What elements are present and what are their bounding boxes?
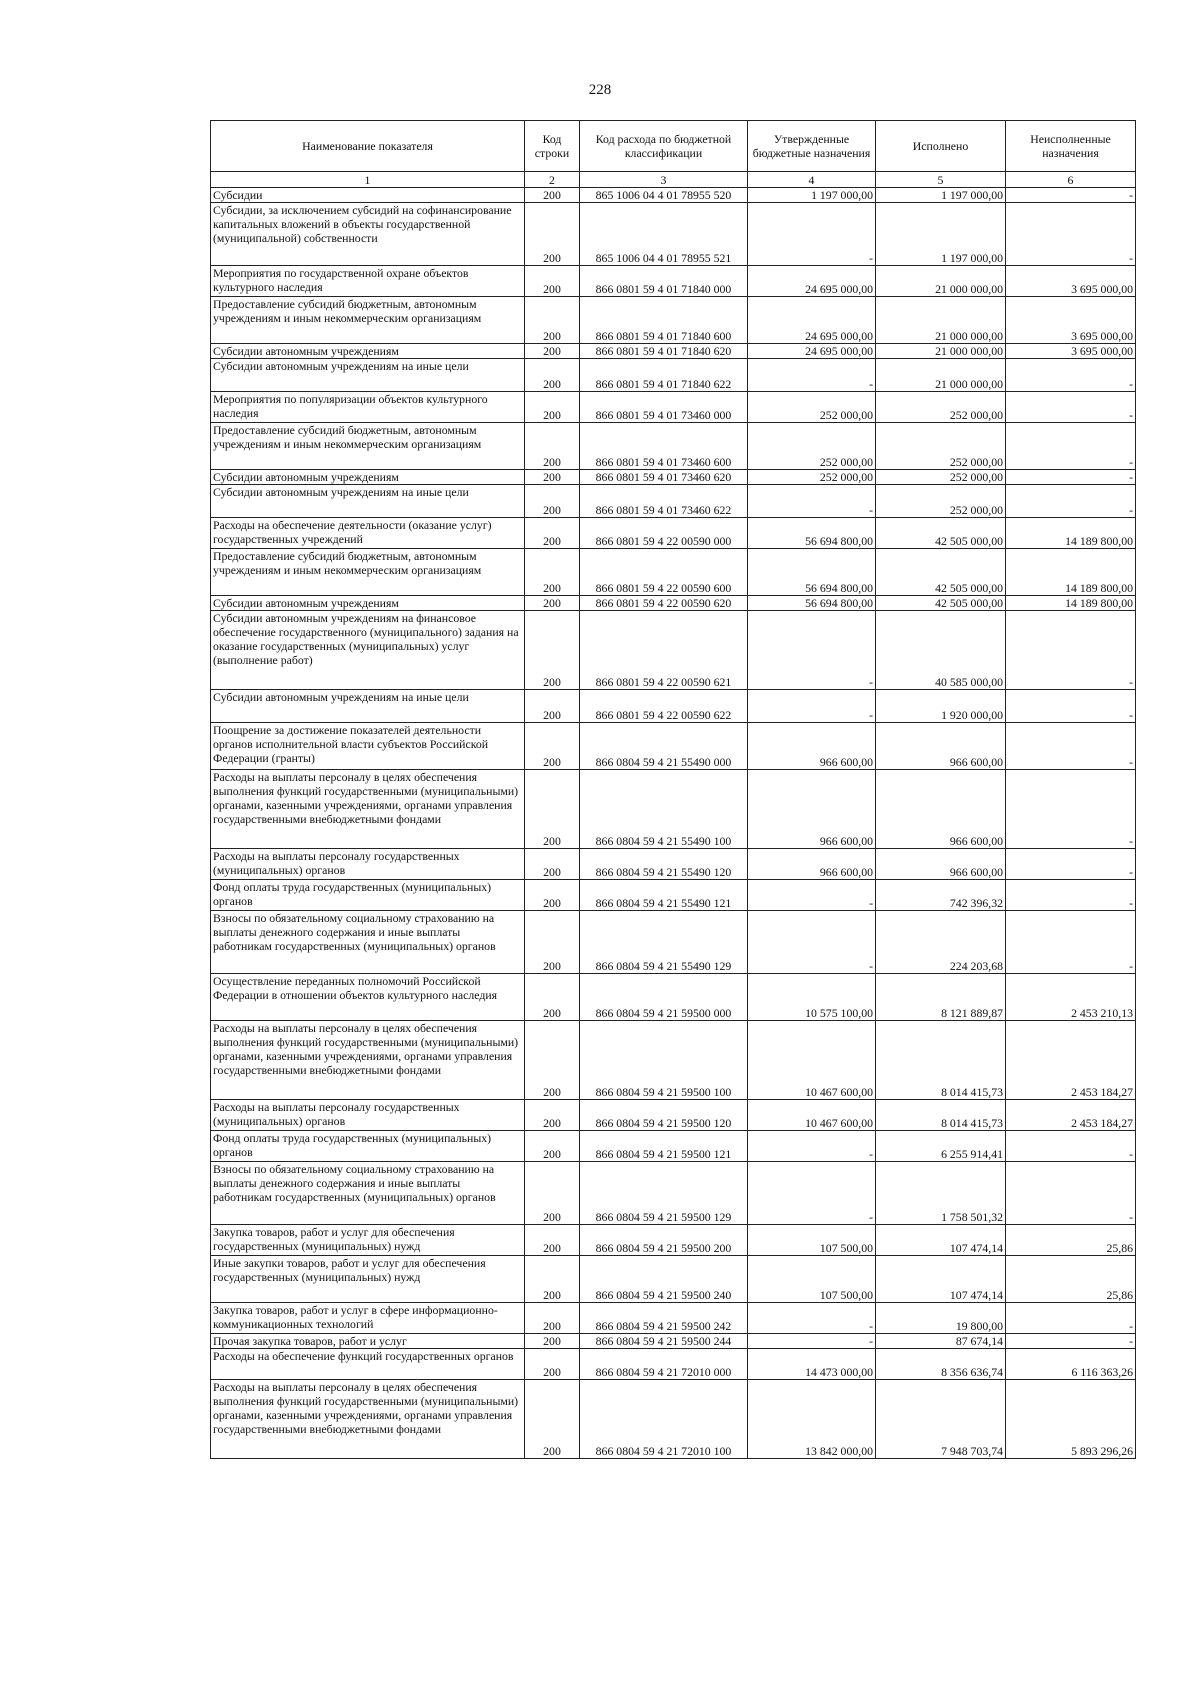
row-code: 200	[525, 423, 580, 470]
row-approved-amount: 56 694 800,00	[748, 518, 876, 549]
row-unexecuted-amount: -	[1006, 470, 1136, 485]
row-unexecuted-amount: 2 453 184,27	[1006, 1021, 1136, 1100]
row-executed-amount: 6 255 914,41	[876, 1131, 1006, 1162]
row-code: 200	[525, 1303, 580, 1334]
row-unexecuted-amount: 14 189 800,00	[1006, 518, 1136, 549]
table-row	[211, 423, 1136, 470]
row-classification-code: 866 0804 59 4 21 59500 129	[580, 1162, 748, 1225]
row-classification-code: 866 0801 59 4 01 73460 600	[580, 423, 748, 470]
table-row	[211, 849, 1136, 880]
row-code: 200	[525, 911, 580, 974]
row-code: 200	[525, 359, 580, 392]
row-unexecuted-amount: 3 695 000,00	[1006, 297, 1136, 344]
row-code: 200	[525, 690, 580, 723]
row-unexecuted-amount: -	[1006, 423, 1136, 470]
table-row	[211, 880, 1136, 911]
row-unexecuted-amount: 2 453 184,27	[1006, 1100, 1136, 1131]
row-executed-amount: 87 674,14	[876, 1334, 1006, 1349]
row-code: 200	[525, 770, 580, 849]
table-row	[211, 266, 1136, 297]
row-executed-amount: 40 585 000,00	[876, 611, 1006, 690]
row-approved-amount: -	[748, 359, 876, 392]
row-name: Расходы на выплаты персоналу государственных (муниципальных) органов	[211, 1100, 525, 1131]
row-unexecuted-amount: 14 189 800,00	[1006, 596, 1136, 611]
row-unexecuted-amount: -	[1006, 359, 1136, 392]
row-executed-amount: 21 000 000,00	[876, 359, 1006, 392]
row-name: Осуществление переданных полномочий Российской Федерации в отношении объектов культурного наследия	[211, 974, 525, 1021]
header-executed: Исполнено	[876, 121, 1006, 172]
row-code: 200	[525, 266, 580, 297]
row-classification-code: 866 0804 59 4 21 55490 000	[580, 723, 748, 770]
table-row	[211, 1380, 1136, 1459]
row-name: Субсидии автономным учреждениям на иные цели	[211, 690, 525, 723]
row-approved-amount: -	[748, 1334, 876, 1349]
row-executed-amount: 7 948 703,74	[876, 1380, 1006, 1459]
row-approved-amount: 107 500,00	[748, 1256, 876, 1303]
table-row	[211, 359, 1136, 392]
row-classification-code: 866 0804 59 4 21 59500 100	[580, 1021, 748, 1100]
row-name: Расходы на выплаты персоналу в целях обеспечения выполнения функций государственными (муниципальными) органами, казенными учреждениями, органами управления государственными внебюджетными фондами	[211, 1021, 525, 1100]
row-code: 200	[525, 518, 580, 549]
row-code: 200	[525, 1334, 580, 1349]
row-approved-amount: -	[748, 611, 876, 690]
row-executed-amount: 252 000,00	[876, 392, 1006, 423]
row-approved-amount: 13 842 000,00	[748, 1380, 876, 1459]
row-approved-amount: 966 600,00	[748, 723, 876, 770]
row-unexecuted-amount: -	[1006, 880, 1136, 911]
row-unexecuted-amount: -	[1006, 690, 1136, 723]
row-executed-amount: 8 014 415,73	[876, 1100, 1006, 1131]
row-code: 200	[525, 1162, 580, 1225]
row-classification-code: 866 0804 59 4 21 59500 200	[580, 1225, 748, 1256]
row-code: 200	[525, 1349, 580, 1380]
row-code: 200	[525, 596, 580, 611]
row-unexecuted-amount: -	[1006, 392, 1136, 423]
column-number-row	[211, 172, 1136, 188]
row-code: 200	[525, 1131, 580, 1162]
row-unexecuted-amount: -	[1006, 188, 1136, 203]
row-approved-amount: 24 695 000,00	[748, 344, 876, 359]
table-row	[211, 392, 1136, 423]
row-classification-code: 866 0804 59 4 21 59500 121	[580, 1131, 748, 1162]
row-code: 200	[525, 1256, 580, 1303]
row-classification-code: 866 0804 59 4 21 59500 242	[580, 1303, 748, 1334]
column-number: 4	[748, 172, 876, 188]
row-name: Мероприятия по государственной охране объектов культурного наследия	[211, 266, 525, 297]
row-code: 200	[525, 297, 580, 344]
row-classification-code: 866 0801 59 4 01 73460 622	[580, 485, 748, 518]
row-name: Фонд оплаты труда государственных (муниципальных) органов	[211, 880, 525, 911]
row-code: 200	[525, 470, 580, 485]
row-classification-code: 866 0804 59 4 21 72010 100	[580, 1380, 748, 1459]
table-row	[211, 1334, 1136, 1349]
row-unexecuted-amount: 25,86	[1006, 1256, 1136, 1303]
row-approved-amount: 1 197 000,00	[748, 188, 876, 203]
row-executed-amount: 107 474,14	[876, 1225, 1006, 1256]
row-code: 200	[525, 485, 580, 518]
row-code: 200	[525, 1100, 580, 1131]
row-executed-amount: 252 000,00	[876, 485, 1006, 518]
row-executed-amount: 966 600,00	[876, 770, 1006, 849]
column-number: 2	[525, 172, 580, 188]
row-code: 200	[525, 1225, 580, 1256]
table-row	[211, 485, 1136, 518]
row-classification-code: 866 0801 59 4 22 00590 622	[580, 690, 748, 723]
row-unexecuted-amount: -	[1006, 485, 1136, 518]
row-code: 200	[525, 723, 580, 770]
row-unexecuted-amount: 2 453 210,13	[1006, 974, 1136, 1021]
row-unexecuted-amount: -	[1006, 770, 1136, 849]
row-code: 200	[525, 1021, 580, 1100]
row-name: Субсидии автономным учреждениям на иные цели	[211, 359, 525, 392]
row-name: Поощрение за достижение показателей деятельности органов исполнительной власти субъектов Российской Федерации (гранты)	[211, 723, 525, 770]
row-name: Предоставление субсидий бюджетным, автономным учреждениям и иным некоммерческим организациям	[211, 297, 525, 344]
row-approved-amount: 10 467 600,00	[748, 1021, 876, 1100]
row-approved-amount: 14 473 000,00	[748, 1349, 876, 1380]
row-executed-amount: 107 474,14	[876, 1256, 1006, 1303]
row-executed-amount: 42 505 000,00	[876, 596, 1006, 611]
table-row	[211, 1225, 1136, 1256]
row-code: 200	[525, 188, 580, 203]
row-executed-amount: 42 505 000,00	[876, 549, 1006, 596]
row-executed-amount: 19 800,00	[876, 1303, 1006, 1334]
row-code: 200	[525, 203, 580, 266]
column-number: 1	[211, 172, 525, 188]
row-executed-amount: 252 000,00	[876, 470, 1006, 485]
row-approved-amount: -	[748, 911, 876, 974]
table-body	[211, 188, 1136, 1459]
row-executed-amount: 21 000 000,00	[876, 297, 1006, 344]
row-classification-code: 866 0804 59 4 21 59500 120	[580, 1100, 748, 1131]
row-executed-amount: 42 505 000,00	[876, 518, 1006, 549]
row-classification-code: 866 0801 59 4 01 71840 600	[580, 297, 748, 344]
table-row	[211, 188, 1136, 203]
table-row	[211, 549, 1136, 596]
row-classification-code: 866 0804 59 4 21 59500 240	[580, 1256, 748, 1303]
header-name: Наименование показателя	[211, 121, 525, 172]
row-unexecuted-amount: 6 116 363,26	[1006, 1349, 1136, 1380]
row-unexecuted-amount: -	[1006, 1303, 1136, 1334]
header-unexecuted: Неисполненные назначения	[1006, 121, 1136, 172]
row-name: Расходы на выплаты персоналу в целях обеспечения выполнения функций государственными (муниципальными) органами, казенными учреждениями, органами управления государственными внебюджетными фондами	[211, 770, 525, 849]
header-approved: Утвержденные бюджетные назначения	[748, 121, 876, 172]
column-number: 5	[876, 172, 1006, 188]
row-unexecuted-amount: -	[1006, 203, 1136, 266]
row-code: 200	[525, 1380, 580, 1459]
row-code: 200	[525, 849, 580, 880]
row-executed-amount: 1 197 000,00	[876, 188, 1006, 203]
row-executed-amount: 966 600,00	[876, 849, 1006, 880]
header-code: Код строки	[525, 121, 580, 172]
row-classification-code: 866 0801 59 4 22 00590 620	[580, 596, 748, 611]
header-row	[211, 121, 1136, 172]
row-approved-amount: 252 000,00	[748, 470, 876, 485]
row-name: Субсидии автономным учреждениям на иные цели	[211, 485, 525, 518]
row-unexecuted-amount: -	[1006, 1162, 1136, 1225]
row-unexecuted-amount: -	[1006, 611, 1136, 690]
row-executed-amount: 224 203,68	[876, 911, 1006, 974]
row-classification-code: 866 0804 59 4 21 55490 129	[580, 911, 748, 974]
row-code: 200	[525, 974, 580, 1021]
row-name: Расходы на выплаты персоналу в целях обеспечения выполнения функций государственными (муниципальными) органами, казенными учреждениями, органами управления государственными внебюджетными фондами	[211, 1380, 525, 1459]
row-unexecuted-amount: 5 893 296,26	[1006, 1380, 1136, 1459]
row-approved-amount: -	[748, 203, 876, 266]
row-classification-code: 866 0804 59 4 21 55490 121	[580, 880, 748, 911]
row-approved-amount: 252 000,00	[748, 392, 876, 423]
row-approved-amount: 252 000,00	[748, 423, 876, 470]
row-name: Субсидии автономным учреждениям на финансовое обеспечение государственного (муниципального) задания на оказание государственных (муниципальных) услуг (выполнение работ)	[211, 611, 525, 690]
table-row	[211, 297, 1136, 344]
row-classification-code: 866 0801 59 4 01 71840 622	[580, 359, 748, 392]
row-name: Иные закупки товаров, работ и услуг для обеспечения государственных (муниципальных) нужд	[211, 1256, 525, 1303]
table-row	[211, 1021, 1136, 1100]
row-name: Субсидии	[211, 188, 525, 203]
row-executed-amount: 8 121 889,87	[876, 974, 1006, 1021]
table-row	[211, 1131, 1136, 1162]
row-approved-amount: -	[748, 880, 876, 911]
row-approved-amount: -	[748, 1131, 876, 1162]
row-name: Фонд оплаты труда государственных (муниципальных) органов	[211, 1131, 525, 1162]
column-number: 3	[580, 172, 748, 188]
row-executed-amount: 8 014 415,73	[876, 1021, 1006, 1100]
row-name: Субсидии автономным учреждениям	[211, 470, 525, 485]
table-row	[211, 1162, 1136, 1225]
row-executed-amount: 21 000 000,00	[876, 344, 1006, 359]
table-row	[211, 470, 1136, 485]
row-name: Расходы на выплаты персоналу государственных (муниципальных) органов	[211, 849, 525, 880]
table-row	[211, 203, 1136, 266]
row-executed-amount: 252 000,00	[876, 423, 1006, 470]
row-name: Взносы по обязательному социальному страхованию на выплаты денежного содержания и иные выплаты работникам государственных (муниципальных) органов	[211, 1162, 525, 1225]
table-row	[211, 911, 1136, 974]
column-number: 6	[1006, 172, 1136, 188]
table-row	[211, 1100, 1136, 1131]
page-number: 228	[588, 82, 612, 98]
row-approved-amount: 966 600,00	[748, 770, 876, 849]
row-name: Субсидии, за исключением субсидий на софинансирование капитальных вложений в объекты государственной (муниципальной) собственности	[211, 203, 525, 266]
row-executed-amount: 1 920 000,00	[876, 690, 1006, 723]
table-row	[211, 1303, 1136, 1334]
table-row	[211, 723, 1136, 770]
row-classification-code: 866 0804 59 4 21 59500 244	[580, 1334, 748, 1349]
row-classification-code: 866 0804 59 4 21 72010 000	[580, 1349, 748, 1380]
table-row	[211, 518, 1136, 549]
row-classification-code: 865 1006 04 4 01 78955 521	[580, 203, 748, 266]
row-executed-amount: 742 396,32	[876, 880, 1006, 911]
row-code: 200	[525, 392, 580, 423]
row-classification-code: 866 0804 59 4 21 55490 100	[580, 770, 748, 849]
row-unexecuted-amount: -	[1006, 1131, 1136, 1162]
table-row	[211, 596, 1136, 611]
row-unexecuted-amount: -	[1006, 849, 1136, 880]
row-approved-amount: -	[748, 1303, 876, 1334]
row-name: Предоставление субсидий бюджетным, автономным учреждениям и иным некоммерческим организациям	[211, 423, 525, 470]
table-row	[211, 770, 1136, 849]
row-code: 200	[525, 880, 580, 911]
table-row	[211, 611, 1136, 690]
row-approved-amount: 24 695 000,00	[748, 297, 876, 344]
row-executed-amount: 8 356 636,74	[876, 1349, 1006, 1380]
row-classification-code: 866 0801 59 4 01 73460 000	[580, 392, 748, 423]
row-name: Субсидии автономным учреждениям	[211, 344, 525, 359]
row-approved-amount: -	[748, 485, 876, 518]
row-classification-code: 866 0801 59 4 22 00590 000	[580, 518, 748, 549]
row-executed-amount: 1 758 501,32	[876, 1162, 1006, 1225]
row-classification-code: 865 1006 04 4 01 78955 520	[580, 188, 748, 203]
row-approved-amount: 10 467 600,00	[748, 1100, 876, 1131]
row-unexecuted-amount: -	[1006, 911, 1136, 974]
row-classification-code: 866 0801 59 4 22 00590 600	[580, 549, 748, 596]
row-approved-amount: 56 694 800,00	[748, 596, 876, 611]
row-classification-code: 866 0801 59 4 01 71840 000	[580, 266, 748, 297]
row-code: 200	[525, 611, 580, 690]
row-approved-amount: 107 500,00	[748, 1225, 876, 1256]
row-name: Закупка товаров, работ и услуг для обеспечения государственных (муниципальных) нужд	[211, 1225, 525, 1256]
row-approved-amount: -	[748, 1162, 876, 1225]
row-classification-code: 866 0804 59 4 21 55490 120	[580, 849, 748, 880]
row-name: Прочая закупка товаров, работ и услуг	[211, 1334, 525, 1349]
table-row	[211, 1349, 1136, 1380]
row-unexecuted-amount: 3 695 000,00	[1006, 266, 1136, 297]
row-approved-amount: 56 694 800,00	[748, 549, 876, 596]
row-name: Расходы на обеспечение деятельности (оказание услуг) государственных учреждений	[211, 518, 525, 549]
row-unexecuted-amount: 25,86	[1006, 1225, 1136, 1256]
row-classification-code: 866 0801 59 4 22 00590 621	[580, 611, 748, 690]
row-code: 200	[525, 344, 580, 359]
budget-execution-table	[210, 120, 1136, 1459]
row-executed-amount: 21 000 000,00	[876, 266, 1006, 297]
table-row	[211, 1256, 1136, 1303]
row-executed-amount: 966 600,00	[876, 723, 1006, 770]
row-unexecuted-amount: 3 695 000,00	[1006, 344, 1136, 359]
row-approved-amount: -	[748, 690, 876, 723]
row-name: Расходы на обеспечение функций государственных органов	[211, 1349, 525, 1380]
row-approved-amount: 24 695 000,00	[748, 266, 876, 297]
table-row	[211, 690, 1136, 723]
table-row	[211, 974, 1136, 1021]
row-name: Закупка товаров, работ и услуг в сфере информационно-коммуникационных технологий	[211, 1303, 525, 1334]
table-row	[211, 344, 1136, 359]
header-classification: Код расхода по бюджетной классификации	[580, 121, 748, 172]
row-unexecuted-amount: -	[1006, 1334, 1136, 1349]
row-name: Мероприятия по популяризации объектов культурного наследия	[211, 392, 525, 423]
row-unexecuted-amount: 14 189 800,00	[1006, 549, 1136, 596]
row-code: 200	[525, 549, 580, 596]
row-name: Взносы по обязательному социальному страхованию на выплаты денежного содержания и иные выплаты работникам государственных (муниципальных) органов	[211, 911, 525, 974]
row-name: Предоставление субсидий бюджетным, автономным учреждениям и иным некоммерческим организациям	[211, 549, 525, 596]
row-classification-code: 866 0801 59 4 01 71840 620	[580, 344, 748, 359]
row-name: Субсидии автономным учреждениям	[211, 596, 525, 611]
row-approved-amount: 10 575 100,00	[748, 974, 876, 1021]
row-approved-amount: 966 600,00	[748, 849, 876, 880]
row-executed-amount: 1 197 000,00	[876, 203, 1006, 266]
row-classification-code: 866 0804 59 4 21 59500 000	[580, 974, 748, 1021]
row-classification-code: 866 0801 59 4 01 73460 620	[580, 470, 748, 485]
row-unexecuted-amount: -	[1006, 723, 1136, 770]
